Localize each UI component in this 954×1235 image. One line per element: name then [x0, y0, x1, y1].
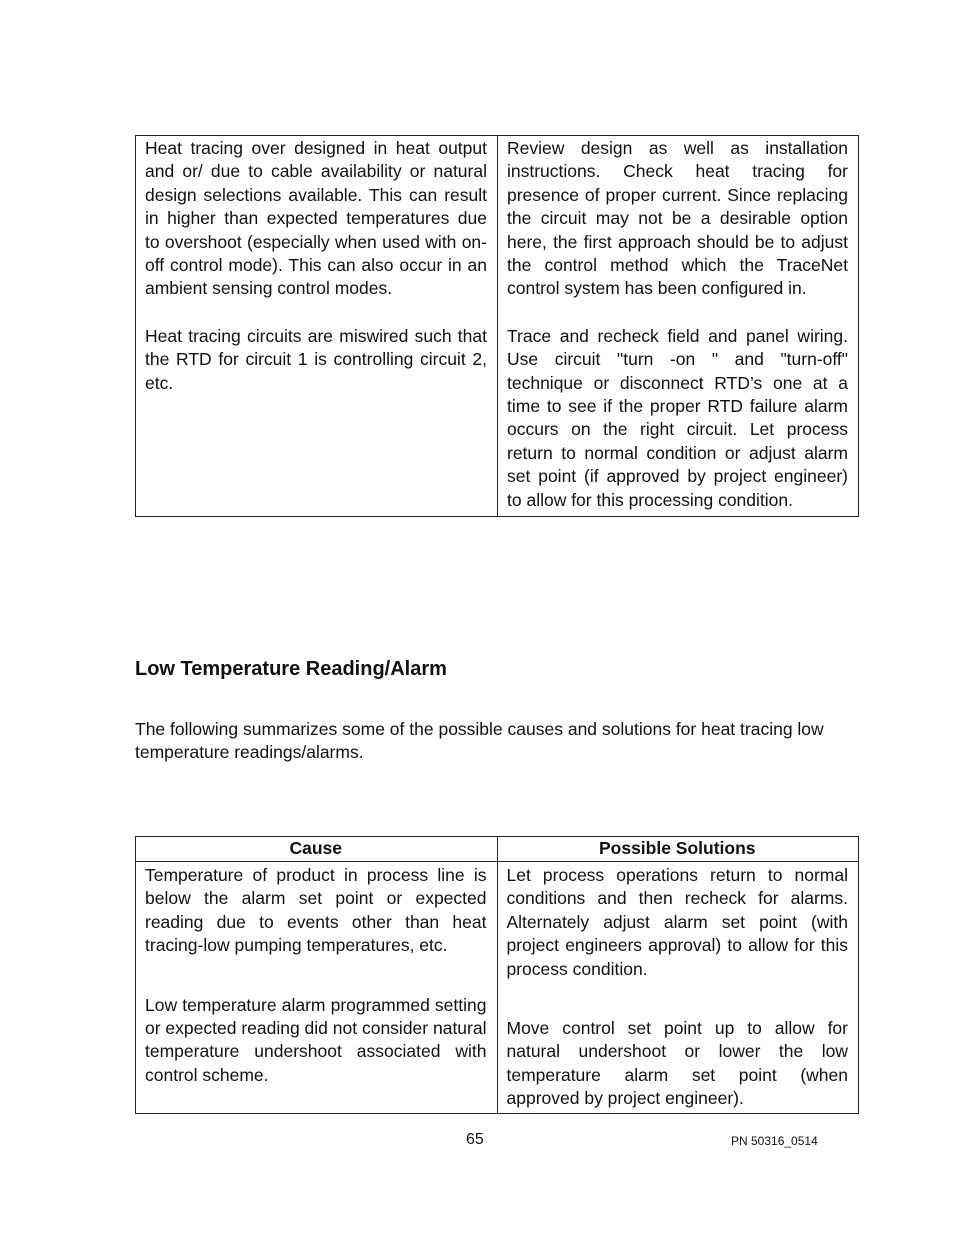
cause-text: Temperature of product in process line is below the alarm set point or expected reading due to events other than heat tracing-low pumping temperatures, etc.: [145, 865, 487, 956]
troubleshooting-table-high-temp: [135, 135, 859, 517]
solution-text: Move control set point up to allow for natural undershoot or lower the low temperature alarm set point (when approved by project engineer).: [506, 1018, 848, 1109]
troubleshooting-table-low-temp: [135, 836, 859, 1114]
page-number: 65: [466, 1131, 484, 1148]
table-header-row: [136, 837, 859, 862]
header-solutions: Possible Solutions: [497, 837, 859, 862]
cause-cell: [136, 862, 498, 1114]
table-row: [136, 862, 859, 1114]
solution-cell: [498, 136, 859, 517]
part-number: PN 50316_0514: [731, 1134, 818, 1148]
section-heading: Low Temperature Reading/Alarm: [135, 658, 447, 680]
header-cause: Cause: [136, 837, 498, 862]
cause-text: Low temperature alarm programmed setting or expected reading did not consider natural temperature undershoot associated with control scheme.: [145, 994, 487, 1085]
cause-cell: [136, 136, 498, 517]
solution-text: Trace and recheck field and panel wiring. Use circuit "turn -on " and "turn-off" technique or disconnect RTD’s one at a time to see if the proper RTD failure alarm occurs on the right circuit. Let process return to normal condition or adjust alarm set point (if approved by project engineer) to allow for this processing condition.: [507, 325, 848, 510]
solution-text: Review design as well as installation instructions. Check heat tracing for presence of proper current. Since replacing the circuit may not be a desirable option here, the first approach should be to adjust the control method which the TraceNet control system has been configured in.: [507, 138, 848, 299]
cause-text: Heat tracing over designed in heat output and or/ due to cable availability or natural design selections available. This can result in higher than expected temperatures due to overshoot (especially when used with on-off control mode). This can also occur in an ambient sensing control modes.: [145, 138, 487, 299]
section-intro: The following summarizes some of the possible causes and solutions for heat tracing low temperature readings/alarms.: [135, 719, 824, 763]
solution-text: Let process operations return to normal conditions and then recheck for alarms. Alternately adjust alarm set point (with project engineers approval) to allow for this process condition.: [506, 865, 848, 979]
solution-cell: [497, 862, 859, 1114]
table-row: [136, 136, 859, 517]
cause-text: Heat tracing circuits are miswired such that the RTD for circuit 1 is controlling circuit 2, etc.: [145, 325, 487, 393]
